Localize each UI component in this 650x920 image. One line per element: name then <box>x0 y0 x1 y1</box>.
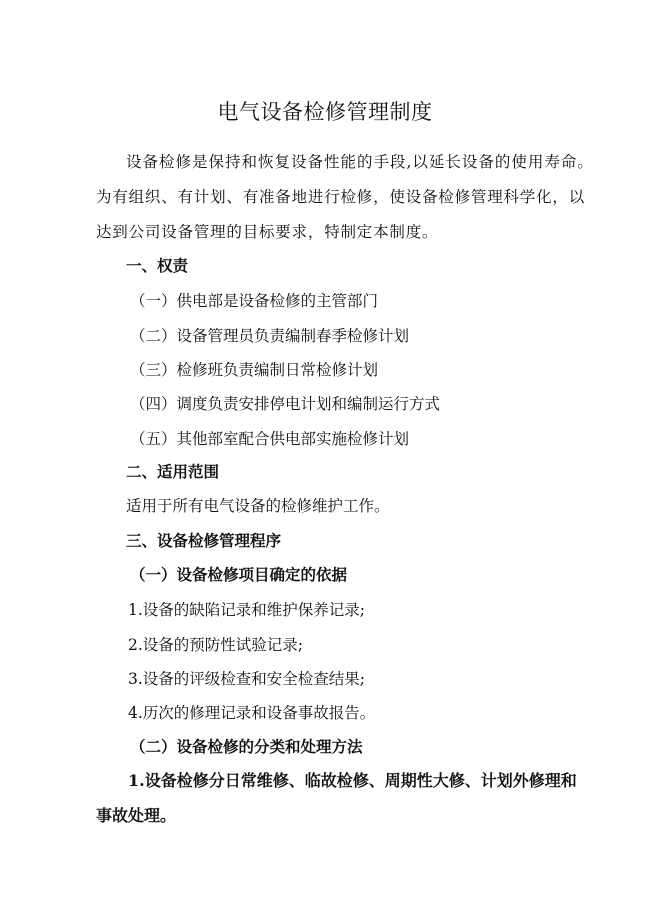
section-heading-scope: 二、适用范围 <box>126 463 220 481</box>
responsibility-item: （五）其他部室配合供电部实施检修计划 <box>130 430 410 448</box>
subsection-heading-basis: （一）设备检修项目确定的依据 <box>130 566 348 584</box>
responsibility-item: （四）调度负责安排停电计划和编制运行方式 <box>130 395 441 413</box>
classification-paragraph-line: 1.设备检修分日常维修、临故检修、周期性大修、计划外修理和 <box>128 771 577 790</box>
responsibility-item: （三）检修班负责编制日常检修计划 <box>130 361 379 379</box>
intro-paragraph-line: 设备检修是保持和恢复设备性能的手段,以延长设备的使用寿命。 <box>126 153 594 171</box>
intro-paragraph-line: 为有组织、有计划、有准备地进行检修，使设备检修管理科学化，以 <box>96 188 586 206</box>
basis-list-item: 3.设备的评级检查和安全检查结果; <box>128 670 366 688</box>
basis-list-item: 2.设备的预防性试验记录; <box>128 636 304 654</box>
responsibility-item: （一）供电部是设备检修的主管部门 <box>130 292 379 310</box>
intro-paragraph-line: 达到公司设备管理的目标要求，特制定本制度。 <box>96 223 439 241</box>
document-title: 电气设备检修管理制度 <box>217 100 433 124</box>
scope-text: 适用于所有电气设备的检修维护工作。 <box>126 497 390 515</box>
subsection-heading-classification: （二）设备检修的分类和处理方法 <box>130 738 363 756</box>
responsibility-item: （二）设备管理员负责编制春季检修计划 <box>130 327 410 345</box>
section-heading-responsibilities: 一、权责 <box>126 257 189 275</box>
section-heading-procedure: 三、设备检修管理程序 <box>126 532 282 550</box>
classification-paragraph-line: 事故处理。 <box>96 806 177 825</box>
basis-list-item: 1.设备的缺陷记录和维护保养记录; <box>128 601 366 619</box>
basis-list-item: 4.历次的修理记录和设备事故报告。 <box>128 704 376 722</box>
